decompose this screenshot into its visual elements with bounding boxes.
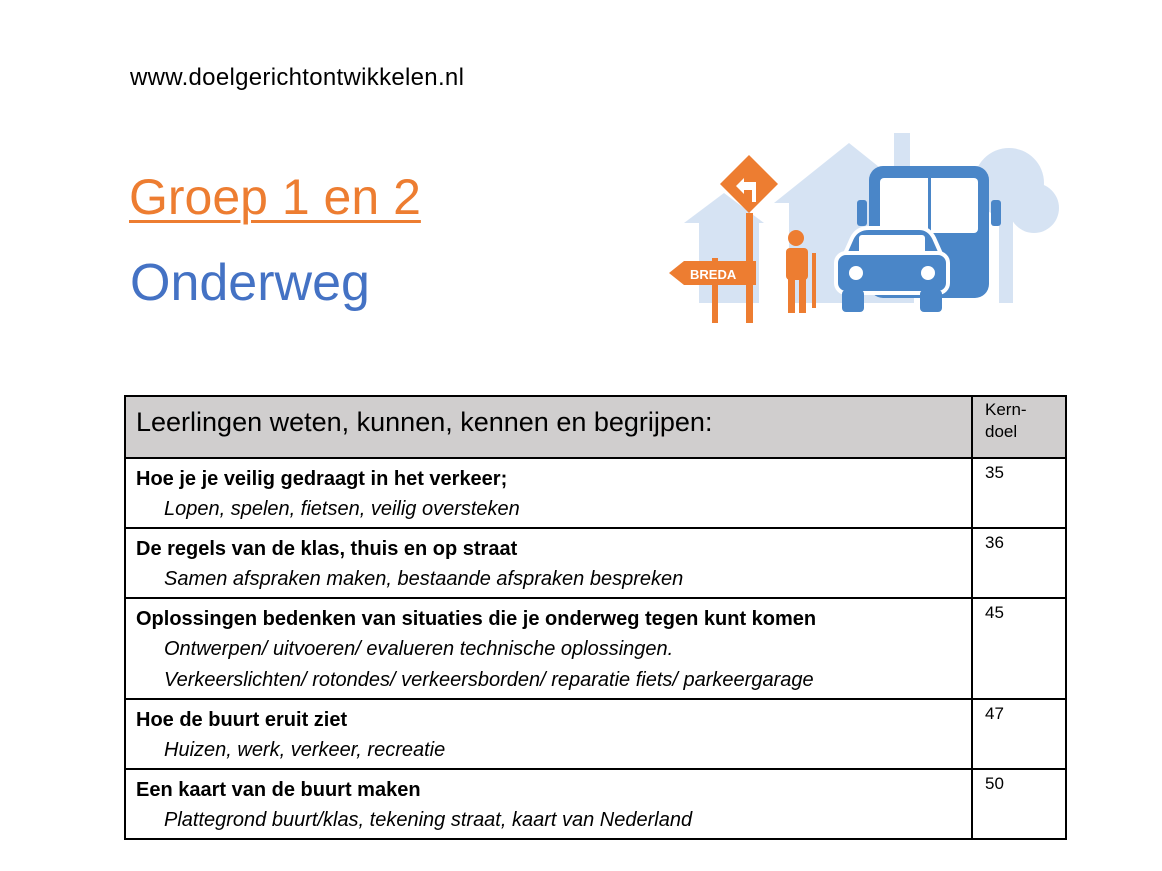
row-title: Hoe je je veilig gedraagt in het verkeer; (136, 468, 508, 490)
svg-text:BREDA: BREDA (690, 267, 737, 282)
traffic-illustration (664, 128, 1064, 328)
row-subtitle: Samen afspraken maken, bestaande afspraken bespreken (164, 568, 684, 590)
kerndoel-label-line2: doel (985, 422, 1018, 441)
row-subtitle: Lopen, spelen, fietsen, veilig oversteken (164, 498, 520, 520)
group-title: Groep 1 en 2 (129, 169, 421, 225)
row-kerndoel: 50 (972, 769, 1066, 839)
table-row (125, 699, 1066, 769)
row-title: Oplossingen bedenken van situaties die je onderweg tegen kunt komen (136, 608, 817, 630)
table-row (125, 458, 1066, 528)
table-header-kerndoel (972, 396, 1066, 458)
learning-goals-table (124, 395, 1067, 840)
table-header-main: Leerlingen weten, kunnen, kennen en begrijpen: (125, 396, 972, 458)
row-title: De regels van de klas, thuis en op straat (136, 538, 518, 560)
table-row (125, 528, 1066, 598)
row-kerndoel: 36 (972, 528, 1066, 598)
row-subtitle: Ontwerpen/ uitvoeren/ evalueren technische oplossingen. (164, 638, 674, 660)
row-kerndoel: 47 (972, 699, 1066, 769)
row-subtitle: Verkeerslichten/ rotondes/ verkeersborden/ reparatie fiets/ parkeergarage (164, 669, 814, 691)
table-row (125, 598, 1066, 699)
row-kerndoel: 45 (972, 598, 1066, 699)
row-title: Een kaart van de buurt maken (136, 779, 421, 801)
row-subtitle: Plattegrond buurt/klas, tekening straat, kaart van Nederland (164, 809, 693, 831)
row-kerndoel: 35 (972, 458, 1066, 528)
website-url: www.doelgerichtontwikkelen.nl (130, 64, 465, 91)
table-header-row (125, 396, 1066, 458)
row-title: Hoe de buurt eruit ziet (136, 709, 348, 731)
table-row (125, 769, 1066, 839)
kerndoel-label-line1: Kern- (985, 400, 1027, 419)
row-subtitle: Huizen, werk, verkeer, recreatie (164, 739, 446, 761)
topic-title: Onderweg (130, 254, 370, 312)
